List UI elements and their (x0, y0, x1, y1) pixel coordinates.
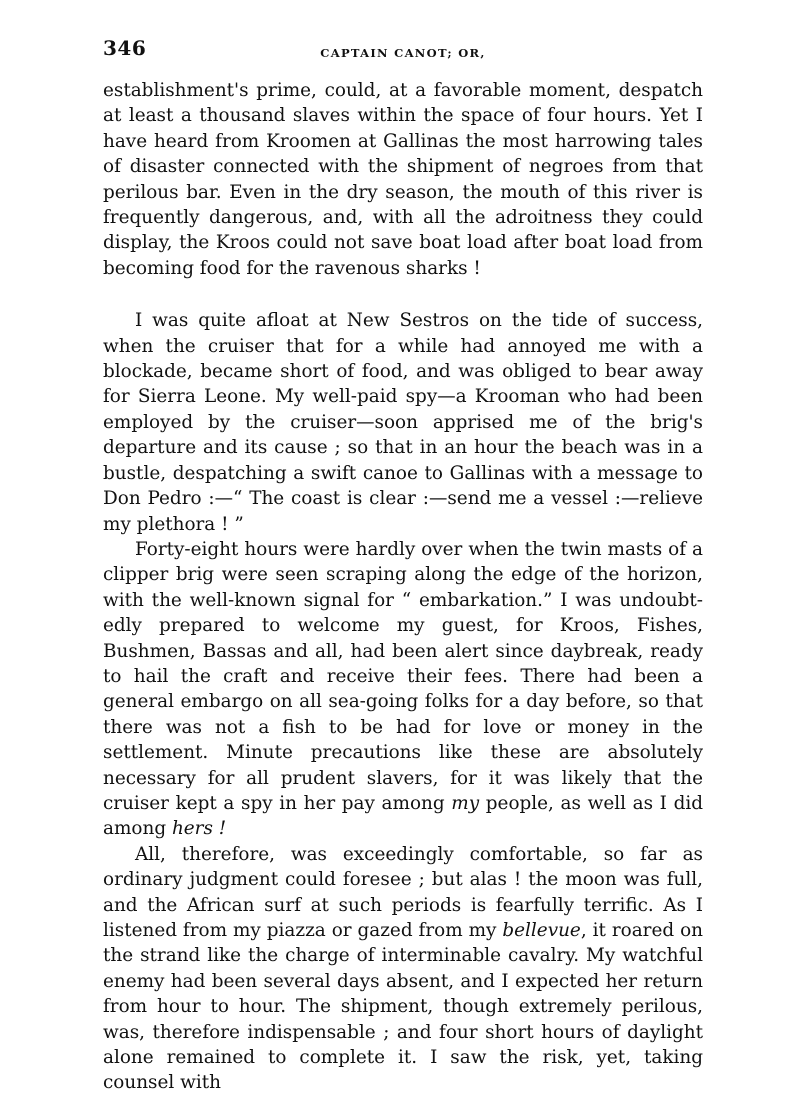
running-head (103, 36, 703, 70)
paragraph-1 (103, 78, 703, 281)
paragraph-3-italic-hers: hers ! (171, 818, 227, 840)
paragraph-2-text: I was quite afloat at New Sestros on the tide of success, when the cruiser that for a while had annoyed me with a blockade, became short of food, and was obliged to bear away for Sierra Leone. My well-paid spy—a Krooman who had been employed by the cruiser—soon apprised me of the brig's departure and its cause ; so that in an hour the beach was in a bustle, despatching a swift canoe to Gallinas with a message to Don Pedro :—“ The coast is clear :—send me a vessel :—relieve my plethora ! ” (103, 310, 703, 535)
paragraph-3-italic-my: my (451, 792, 480, 814)
paragraph-3-text-a: Forty-eight hours were hardly over when the twin masts of a clipper brig were seen scraping along the edge of the horizon, with the well-known signal for “ embarkation.” I was undoubtedly prepared to welcome my guest, for Kroos, Fishes, Bushmen, Bassas and all, had been alert since daybreak, ready to hail the craft and receive their fees. There had been a general embargo on all sea-going folks for a day before, so that there was not a fish to be had for love or money in the settlement. Minute precautions like these are absolutely necessary for all prudent slavers, for it was likely that the cruiser kept a spy in her pay among (103, 538, 703, 814)
running-title: CAPTAIN CANOT; OR, (320, 46, 486, 60)
paragraph-2 (103, 308, 703, 537)
paragraph-3-text-b: people, as well as I did among (103, 792, 703, 840)
paragraph-4 (103, 842, 703, 1096)
page-number: 346 (103, 36, 147, 60)
body-text (103, 78, 703, 1096)
paragraph-4-italic-bellevue: bellevue (502, 920, 581, 941)
paragraph-3 (103, 537, 703, 842)
paragraph-1-text: establishment's prime, could, at a favorable moment, despatch at least a thousand slaves within the space of four hours. Yet I have heard from Kroomen at Gallinas the most harrowing tales of disaster connected with the shipment of negroes from that perilous bar. Even in the dry season, the mouth of this river is frequently dangerous, and, with all the adroitness they could display, the Kroos could not save boat load after boat load from becoming food for the ravenous sharks ! (103, 80, 703, 279)
paragraph-4-text-a: All, therefore, was exceedingly comfortable, so far as ordinary judgment could foresee ; but alas ! the moon was full, and the African surf at such periods is fearfully terrific. As I listened from my piazza or gazed from my (103, 843, 703, 941)
book-page (103, 36, 703, 1096)
paragraph-4-text-b: , it roared on the strand like the charge of interminable cavalry. My watchful enemy had been several days absent, and I expected her return from hour to hour. The shipment, though extremely perilous, was, therefore indispensable ; and four short hours of daylight alone remained to complete it. I saw the risk, yet, taking counsel with (103, 920, 703, 1094)
